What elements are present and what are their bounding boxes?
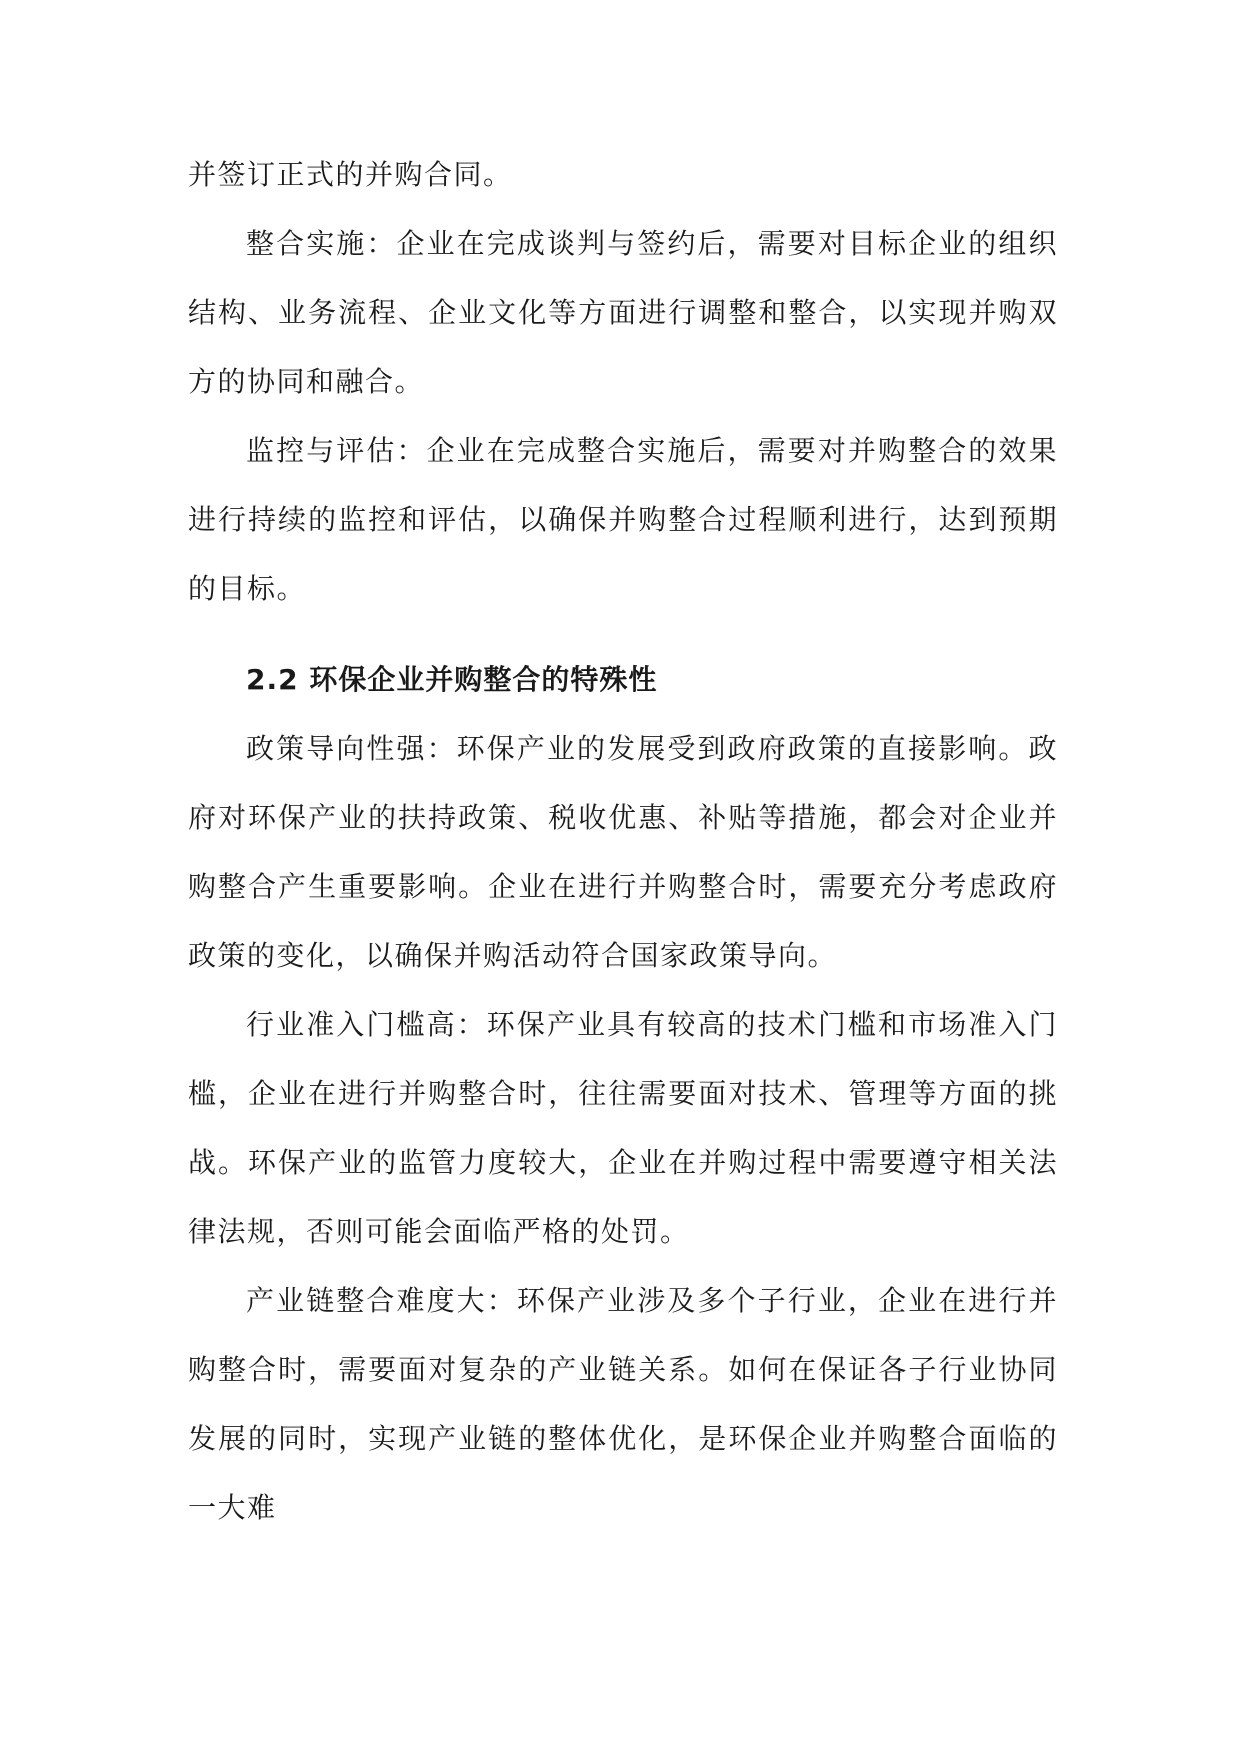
- paragraph-monitoring-evaluation: 监控与评估：企业在完成整合实施后，需要对并购整合的效果进行持续的监控和评估，以确保并购整合过程顺利进行，达到预期的目标。: [188, 434, 1058, 605]
- paragraph-contract-continuation: 并签订正式的并购合同。: [188, 158, 513, 191]
- document-body: [188, 140, 1058, 1542]
- paragraph-industry-chain: 产业链整合难度大：环保产业涉及多个子行业，企业在进行并购整合时，需要面对复杂的产业链关系。如何在保证各子行业协同发展的同时，实现产业链的整体优化，是环保企业并购整合面临的一大难: [188, 1284, 1058, 1524]
- paragraph-entry-threshold: 行业准入门槛高：环保产业具有较高的技术门槛和市场准入门槛，企业在进行并购整合时，往往需要面对技术、管理等方面的挑战。环保产业的监管力度较大，企业在并购过程中需要遵守相关法律法规，否则可能会面临严格的处罚。: [188, 1008, 1058, 1248]
- section-heading: 2.2 环保企业并购整合的特殊性: [246, 663, 658, 696]
- paragraph-policy-orientation: 政策导向性强：环保产业的发展受到政府政策的直接影响。政府对环保产业的扶持政策、税收优惠、补贴等措施，都会对企业并购整合产生重要影响。企业在进行并购整合时，需要充分考虑政府政策的变化，以确保并购活动符合国家政策导向。: [188, 732, 1058, 972]
- paragraph-integration-implementation: 整合实施：企业在完成谈判与签约后，需要对目标企业的组织结构、业务流程、企业文化等方面进行调整和整合，以实现并购双方的协同和融合。: [188, 227, 1058, 398]
